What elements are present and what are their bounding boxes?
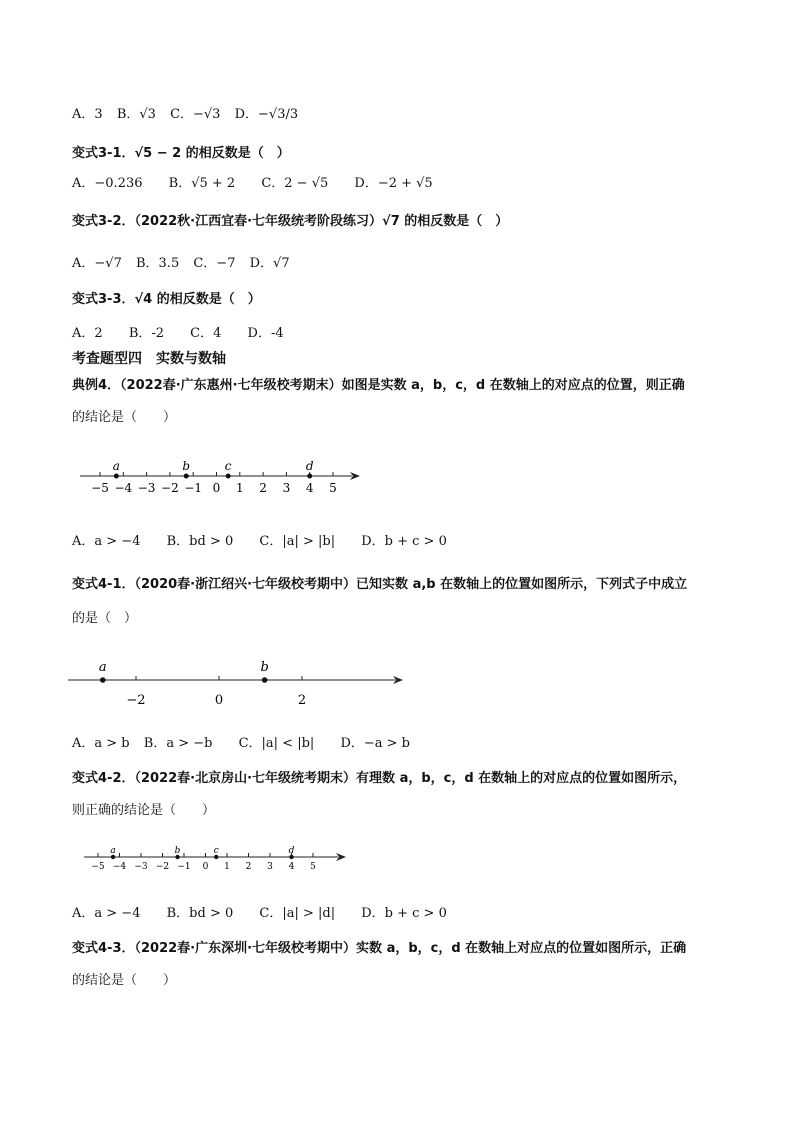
ex4-option-d: D．b + c > 0 xyxy=(361,534,447,549)
point-b xyxy=(184,474,189,479)
tick-label: 1 xyxy=(235,481,244,495)
ex4-option-b: B．bd > 0 xyxy=(166,534,234,549)
v3-3-option-d: D．-4 xyxy=(247,326,284,341)
v4-2-options xyxy=(72,905,457,923)
point-c xyxy=(226,474,231,479)
section-title: 考查题型四 实数与数轴 xyxy=(72,351,226,367)
tick-label: −4 xyxy=(114,481,133,495)
tick-label: −2 xyxy=(155,862,170,872)
tick-label: 5 xyxy=(310,862,316,872)
v3-2-option-a: A．−√7 xyxy=(72,256,122,271)
tick-label: −3 xyxy=(134,862,148,872)
v3-2-option-d: D．√7 xyxy=(249,256,290,271)
point-d xyxy=(307,474,312,479)
v4-1-options xyxy=(72,735,420,753)
point-label-b: b xyxy=(182,459,191,473)
point-label-a: a xyxy=(110,846,116,856)
v3-1-option-d: D．−2 + √5 xyxy=(354,176,433,191)
v4-2-stem-line1: 变式4-2．（2022春·北京房山·七年级统考期末）有理数 a，b，c，d 在数轴上的对应点的位置如图所示， xyxy=(72,771,687,786)
point-label-c: c xyxy=(213,846,219,856)
tick-label: 4 xyxy=(288,862,295,872)
v4-2-option-a: A．a > −4 xyxy=(72,906,141,921)
tick-label: −1 xyxy=(184,481,203,495)
q3-options xyxy=(72,106,308,124)
q3-option-b: B．√3 xyxy=(116,107,156,122)
tick-label: 3 xyxy=(282,481,291,495)
tick-label: −2 xyxy=(161,481,179,495)
q3-option-d: D．−√3/3 xyxy=(234,107,299,122)
v3-2-options xyxy=(72,255,300,273)
v4-2-number-line xyxy=(84,840,346,876)
point-label-a: a xyxy=(112,459,120,473)
tick-label: −1 xyxy=(177,862,191,872)
v3-1-option-b: B．√5 + 2 xyxy=(168,176,236,191)
ex4-option-c: C．|a| > |b| xyxy=(259,534,336,549)
tick-label: 2 xyxy=(297,693,307,708)
point-b xyxy=(262,677,268,683)
point-a xyxy=(114,474,119,479)
tick-label: −4 xyxy=(112,862,127,872)
ex4-stem-line1: 典例4．（2022春·广东惠州·七年级校考期末）如图是实数 a，b，c，d 在数轴上的对应点的位置，则正确 xyxy=(72,378,685,393)
v4-1-option-d: D．−a > b xyxy=(340,736,410,751)
tick-label: 1 xyxy=(224,862,230,872)
point-label-a: a xyxy=(98,660,107,675)
point-label-d: d xyxy=(305,459,314,473)
v4-2-option-b: B．bd > 0 xyxy=(166,906,234,921)
q3-option-c: C．−√3 xyxy=(170,107,221,122)
v3-1-stem: 变式3-1．√5 − 2 的相反数是（ ） xyxy=(72,146,290,161)
v4-1-option-a: A．a > b xyxy=(72,736,130,751)
v3-3-options xyxy=(72,325,294,343)
v4-1-option-c: C．|a| < |b| xyxy=(238,736,315,751)
v4-2-stem-line2: 则正确的结论是（ ） xyxy=(72,803,216,818)
tick-label: 0 xyxy=(202,862,209,872)
point-label-b: b xyxy=(260,660,269,675)
tick-label: 2 xyxy=(245,862,252,872)
v3-2-option-b: B．3.5 xyxy=(135,256,180,271)
v4-2-option-d: D．b + c > 0 xyxy=(361,906,447,921)
v3-3-stem: 变式3-3．√4 的相反数是（ ） xyxy=(72,292,261,307)
v4-1-stem-line2: 的是（ ） xyxy=(72,611,138,626)
tick-label: 5 xyxy=(329,481,337,495)
v3-3-option-a: A．2 xyxy=(72,326,103,341)
v3-2-option-c: C．−7 xyxy=(193,256,236,271)
tick-label: 0 xyxy=(212,481,221,495)
tick-label: 0 xyxy=(214,693,224,708)
tick-label: 2 xyxy=(259,481,267,495)
tick-label: 4 xyxy=(305,481,314,495)
point-label-b: b xyxy=(174,846,181,856)
v3-1-option-c: C．2 − √5 xyxy=(261,176,329,191)
point-label-d: d xyxy=(288,846,295,856)
tick-label: −5 xyxy=(91,481,109,495)
tick-label: −5 xyxy=(91,862,105,872)
v3-2-stem: 变式3-2．（2022秋·江西宜春·七年级统考阶段练习）√7 的相反数是（ ） xyxy=(72,214,509,229)
tick-label: −3 xyxy=(137,481,156,495)
v4-3-stem-line1: 变式4-3．（2022春·广东深圳·七年级校考期中）实数 a，b，c，d 在数轴上对应点的位置如图所示，正确 xyxy=(72,941,687,956)
q3-option-a: A．3 xyxy=(72,107,103,122)
point-label-c: c xyxy=(224,459,232,473)
v3-1-options xyxy=(72,175,443,193)
v3-3-option-c: C．4 xyxy=(190,326,222,341)
v4-2-option-c: C．|a| > |d| xyxy=(259,906,336,921)
ex4-options xyxy=(72,533,457,551)
v3-3-option-b: B．-2 xyxy=(128,326,165,341)
tick-label: −2 xyxy=(126,693,146,708)
v3-1-option-a: A．−0.236 xyxy=(72,176,143,191)
v4-1-option-b: B．a > −b xyxy=(143,736,213,751)
point-a xyxy=(100,677,106,683)
ex4-option-a: A．a > −4 xyxy=(72,534,141,549)
v4-1-stem-line1: 变式4-1．（2020春·浙江绍兴·七年级校考期中）已知实数 a,b 在数轴上的位置如图所示，下列式子中成立 xyxy=(72,577,688,592)
ex4-stem-line2: 的结论是（ ） xyxy=(72,410,177,425)
v4-1-number-line xyxy=(68,654,403,710)
v4-3-stem-line2: 的结论是（ ） xyxy=(72,973,177,988)
tick-label: 3 xyxy=(267,862,273,872)
ex4-number-line xyxy=(80,452,360,502)
